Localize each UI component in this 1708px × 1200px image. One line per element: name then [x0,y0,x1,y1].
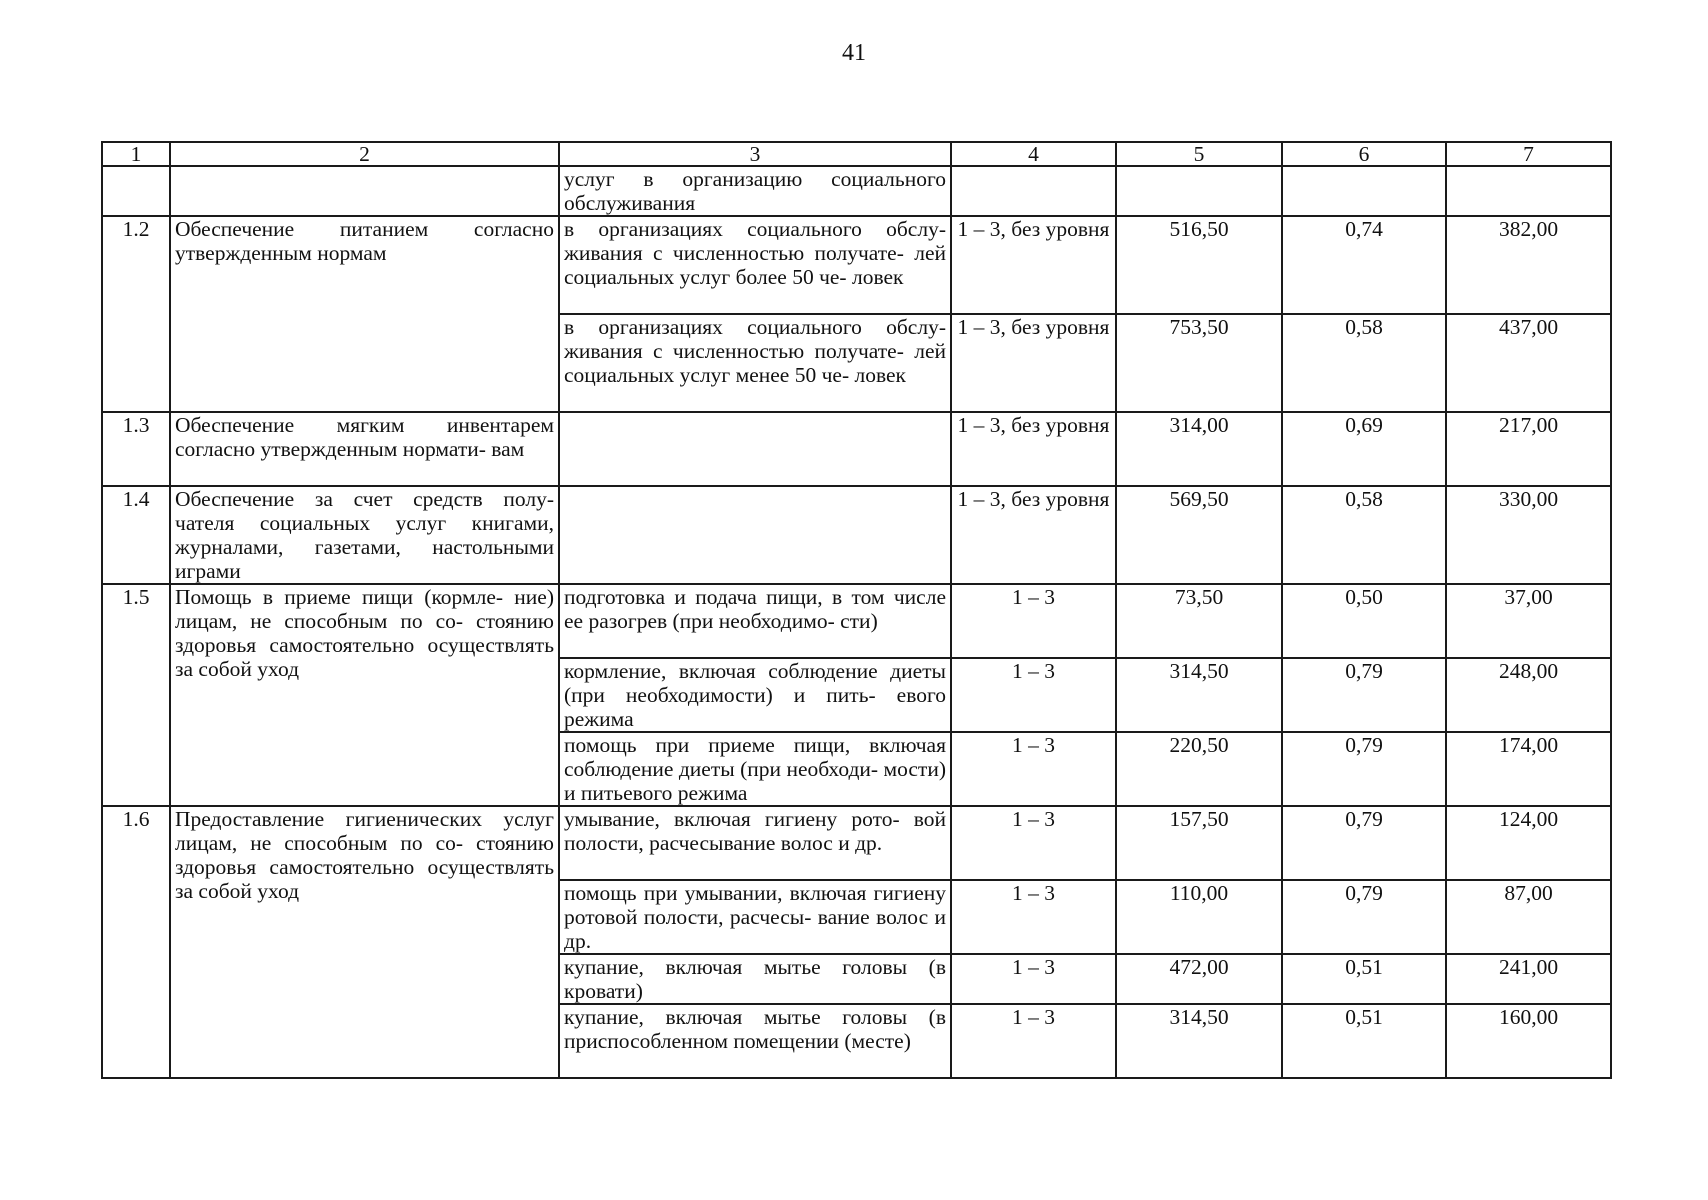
value-col7: 124,00 [1446,806,1611,880]
value-col5: 110,00 [1116,880,1282,954]
value-col5: 314,50 [1116,658,1282,732]
empty-cell [1282,166,1446,216]
service-description: подготовка и подача пищи, в том числе ее разогрев (при необходимо- сти) [559,584,951,658]
service-description: кормление, включая соблюдение диеты (при необходимости) и пить- евого режима [559,658,951,732]
table-row [102,412,1611,486]
service-level: 1 – 3 [951,584,1116,658]
service-description: помощь при умывании, включая гигиену ротовой полости, расчесы- вание волос и др. [559,880,951,954]
value-col5: 314,00 [1116,412,1282,486]
value-col6: 0,79 [1282,880,1446,954]
value-col6: 0,51 [1282,1004,1446,1078]
value-col6: 0,69 [1282,412,1446,486]
item-number: 1.3 [102,412,170,486]
value-col7: 330,00 [1446,486,1611,584]
column-number: 4 [951,142,1116,166]
service-description [559,486,951,584]
column-number: 3 [559,142,951,166]
table-row [102,216,1611,314]
value-col7: 241,00 [1446,954,1611,1004]
service-name: Обеспечение мягким инвентарем согласно утвержденным нормати- вам [170,412,559,486]
value-col6: 0,79 [1282,806,1446,880]
column-number: 5 [1116,142,1282,166]
value-col5: 157,50 [1116,806,1282,880]
service-level: 1 – 3 [951,954,1116,1004]
service-description: умывание, включая гигиену рото- вой полости, расчесывание волос и др. [559,806,951,880]
column-number: 2 [170,142,559,166]
service-level: 1 – 3 [951,658,1116,732]
value-col6: 0,74 [1282,216,1446,314]
value-col6: 0,50 [1282,584,1446,658]
value-col5: 753,50 [1116,314,1282,412]
service-level: 1 – 3, без уровня [951,314,1116,412]
empty-cell [170,166,559,216]
value-col5: 472,00 [1116,954,1282,1004]
service-description: купание, включая мытье головы (в кровати) [559,954,951,1004]
service-name: Предоставление гигиенических услуг лицам, не способным по со- стоянию здоровья самостоятельно осуществлять за собой уход [170,806,559,1078]
service-level: 1 – 3 [951,806,1116,880]
service-level: 1 – 3, без уровня [951,412,1116,486]
column-number: 1 [102,142,170,166]
service-level: 1 – 3 [951,880,1116,954]
page-number: 41 [842,40,866,66]
value-col7: 217,00 [1446,412,1611,486]
item-number: 1.4 [102,486,170,584]
value-col5: 73,50 [1116,584,1282,658]
empty-cell [102,166,170,216]
column-number-row [102,142,1611,166]
service-description: в организациях социального обслу- живания с численностью получате- лей социальных услуг менее 50 че- ловек [559,314,951,412]
value-col7: 37,00 [1446,584,1611,658]
value-col7: 87,00 [1446,880,1611,954]
column-number: 7 [1446,142,1611,166]
service-description: в организациях социального обслу- живания с численностью получате- лей социальных услуг более 50 че- ловек [559,216,951,314]
value-col6: 0,79 [1282,732,1446,806]
tariff-table [101,141,1612,1079]
empty-cell [1446,166,1611,216]
value-col7: 437,00 [1446,314,1611,412]
value-col5: 516,50 [1116,216,1282,314]
service-description: помощь при приеме пищи, включая соблюдение диеты (при необходи- мости) и питьевого режима [559,732,951,806]
value-col5: 314,50 [1116,1004,1282,1078]
value-col6: 0,51 [1282,954,1446,1004]
service-level: 1 – 3 [951,1004,1116,1078]
service-description: купание, включая мытье головы (в приспособленном помещении (месте) [559,1004,951,1078]
service-description [559,412,951,486]
item-number: 1.6 [102,806,170,1078]
value-col7: 160,00 [1446,1004,1611,1078]
table-row [102,486,1611,584]
value-col6: 0,58 [1282,486,1446,584]
continued-description: услуг в организацию социального обслуживания [559,166,951,216]
empty-cell [951,166,1116,216]
item-number: 1.5 [102,584,170,806]
value-col6: 0,79 [1282,658,1446,732]
value-col5: 220,50 [1116,732,1282,806]
item-number: 1.2 [102,216,170,412]
value-col7: 248,00 [1446,658,1611,732]
table-body [102,142,1611,1078]
service-name: Обеспечение питанием согласно утвержденным нормам [170,216,559,412]
value-col6: 0,58 [1282,314,1446,412]
service-name: Обеспечение за счет средств полу- чателя социальных услуг книгами, журналами, газетами, настольными играми [170,486,559,584]
continuation-row [102,166,1611,216]
table-row [102,806,1611,880]
service-level: 1 – 3, без уровня [951,486,1116,584]
value-col7: 174,00 [1446,732,1611,806]
table-row [102,584,1611,658]
value-col5: 569,50 [1116,486,1282,584]
value-col7: 382,00 [1446,216,1611,314]
column-number: 6 [1282,142,1446,166]
service-name: Помощь в приеме пищи (кормле- ние) лицам, не способным по со- стоянию здоровья самостоятельно осуществлять за собой уход [170,584,559,806]
service-level: 1 – 3, без уровня [951,216,1116,314]
empty-cell [1116,166,1282,216]
service-level: 1 – 3 [951,732,1116,806]
